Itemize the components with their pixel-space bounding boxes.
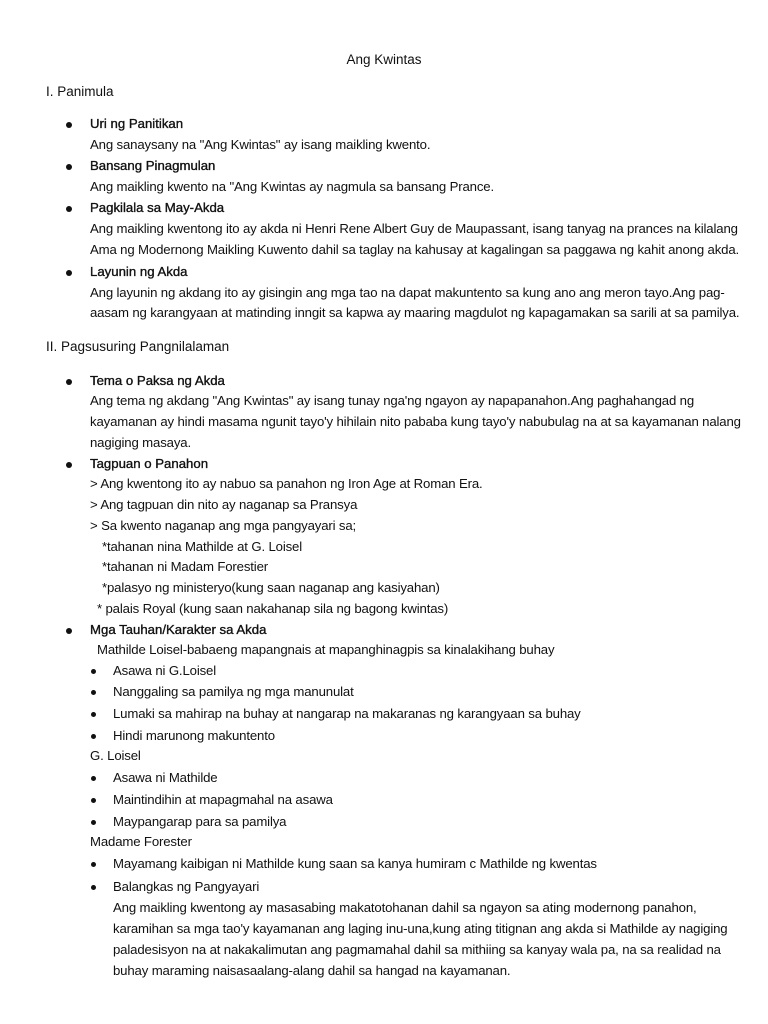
item-text: > Sa kwento naganap ang mga pangyayari sa; xyxy=(90,518,357,533)
bullet-icon xyxy=(66,122,72,128)
bullet-icon xyxy=(66,164,72,170)
sub-list-item: Mayamang kaibigan ni Mathilde kung saan sa kanya humiram c Mathilde ng kwentas xyxy=(113,856,597,871)
paragraph-line: paladesisyon na at nakakalimutan ang pagmamahal dahil sa mithiing sa kanyay wala pa, na sa realidad na xyxy=(113,942,721,957)
sub-list-item: Maintindihin at mapagmahal na asawa xyxy=(113,792,333,807)
item-text: Ang sanaysany na "Ang Kwintas" ay isang maikling kwento. xyxy=(90,137,431,152)
item-heading: Tagpuan o Panahon xyxy=(90,456,209,471)
section-heading-panimula: I. Panimula xyxy=(46,84,114,99)
document-title: Ang Kwintas xyxy=(346,52,422,67)
bullet-icon xyxy=(66,462,72,468)
bullet-icon xyxy=(91,669,96,674)
item-text: Ang layunin ng akdang ito ay gisingin ang mga tao na dapat makuntento sa kung ano ang meron tayo.Ang pag- xyxy=(90,285,725,300)
item-text: Ang tema ng akdang "Ang Kwintas" ay isang tunay nga'ng ngayon ay napapanahon.Ang paghahangad ng xyxy=(90,393,695,408)
bullet-icon xyxy=(91,798,96,803)
item-text: *palasyo ng ministeryo(kung saan naganap ang kasiyahan) xyxy=(102,580,440,595)
paragraph-line: Ang maikling kwentong ay masasabing makatotohanan dahil sa ngayon sa ating modernong panahon, xyxy=(113,900,697,915)
sub-list-item: Asawa ni Mathilde xyxy=(113,770,218,785)
item-text: nagiging masaya. xyxy=(90,435,191,450)
item-heading: Uri ng Panitikan xyxy=(90,116,184,131)
bullet-icon xyxy=(91,862,96,867)
item-text: * palais Royal (kung saan nakahanap sila ng bagong kwintas) xyxy=(97,601,449,616)
sub-list-item: Balangkas ng Pangyayari xyxy=(113,879,260,894)
bullet-icon xyxy=(91,820,96,825)
paragraph-line: buhay maraming naisasaalang-alang dahil sa hangad na kayamanan. xyxy=(113,963,511,978)
bullet-icon xyxy=(91,885,96,890)
bullet-icon xyxy=(91,734,96,739)
item-text: Ama ng Modernong Maikling Kuwento dahil sa taglay na kahusay at kagalingan sa paggawa ng kahit anong akda. xyxy=(90,242,740,257)
sub-list-item: Lumaki sa mahirap na buhay at nangarap na makaranas ng karangyaan sa buhay xyxy=(113,706,581,721)
sub-list-item: Maypangarap para sa pamilya xyxy=(113,814,287,829)
bullet-icon xyxy=(66,270,72,276)
character-name: Mathilde Loisel-babaeng mapangnais at mapanghinagpis sa kinalakihang buhay xyxy=(97,642,555,657)
item-text: Ang maikling kwentong ito ay akda ni Henri Rene Albert Guy de Maupassant, isang tanyag na prances na kilalang xyxy=(90,221,738,236)
item-text: aasam ng karangyaan at matinding inngit sa kapwa ay maaring magdulot ng kapagamakan sa sarili at sa pamilya. xyxy=(90,305,740,320)
sub-list-item: Nanggaling sa pamilya ng mga manunulat xyxy=(113,684,354,699)
bullet-icon xyxy=(66,379,72,385)
bullet-icon xyxy=(66,628,72,634)
item-heading: Mga Tauhan/Karakter sa Akda xyxy=(90,622,267,637)
item-text: *tahanan ni Madam Forestier xyxy=(102,559,269,574)
item-text: *tahanan nina Mathilde at G. Loisel xyxy=(102,539,303,554)
item-text: Ang maikling kwento na "Ang Kwintas ay nagmula sa bansang Prance. xyxy=(90,179,494,194)
item-text: > Ang tagpuan din nito ay naganap sa Pransya xyxy=(90,497,358,512)
bullet-icon xyxy=(91,690,96,695)
item-text: > Ang kwentong ito ay nabuo sa panahon ng Iron Age at Roman Era. xyxy=(90,476,483,491)
item-heading: Tema o Paksa ng Akda xyxy=(90,373,225,388)
bullet-icon xyxy=(91,712,96,717)
character-name: G. Loisel xyxy=(90,748,141,763)
section-heading-pagsusuri: II. Pagsusuring Pangnilalaman xyxy=(46,339,230,354)
item-text: kayamanan ay hindi masama ngunit tayo'y hihilain nito pababa kung tayo'y nabubulag na at sa kayamanan nalang xyxy=(90,414,741,429)
bullet-icon xyxy=(66,206,72,212)
paragraph-line: karamihan sa mga tao'y kayamanan ang laging inu-una,kung ating titignan ang akda si Mathilde ay nagiging xyxy=(113,921,728,936)
sub-list-item: Hindi marunong makuntento xyxy=(113,728,275,743)
character-name: Madame Forester xyxy=(90,834,192,849)
item-heading: Bansang Pinagmulan xyxy=(90,158,216,173)
bullet-icon xyxy=(91,776,96,781)
item-heading: Pagkilala sa May-Akda xyxy=(90,200,225,215)
sub-list-item: Asawa ni G.Loisel xyxy=(113,663,217,678)
item-heading: Layunin ng Akda xyxy=(90,264,188,279)
